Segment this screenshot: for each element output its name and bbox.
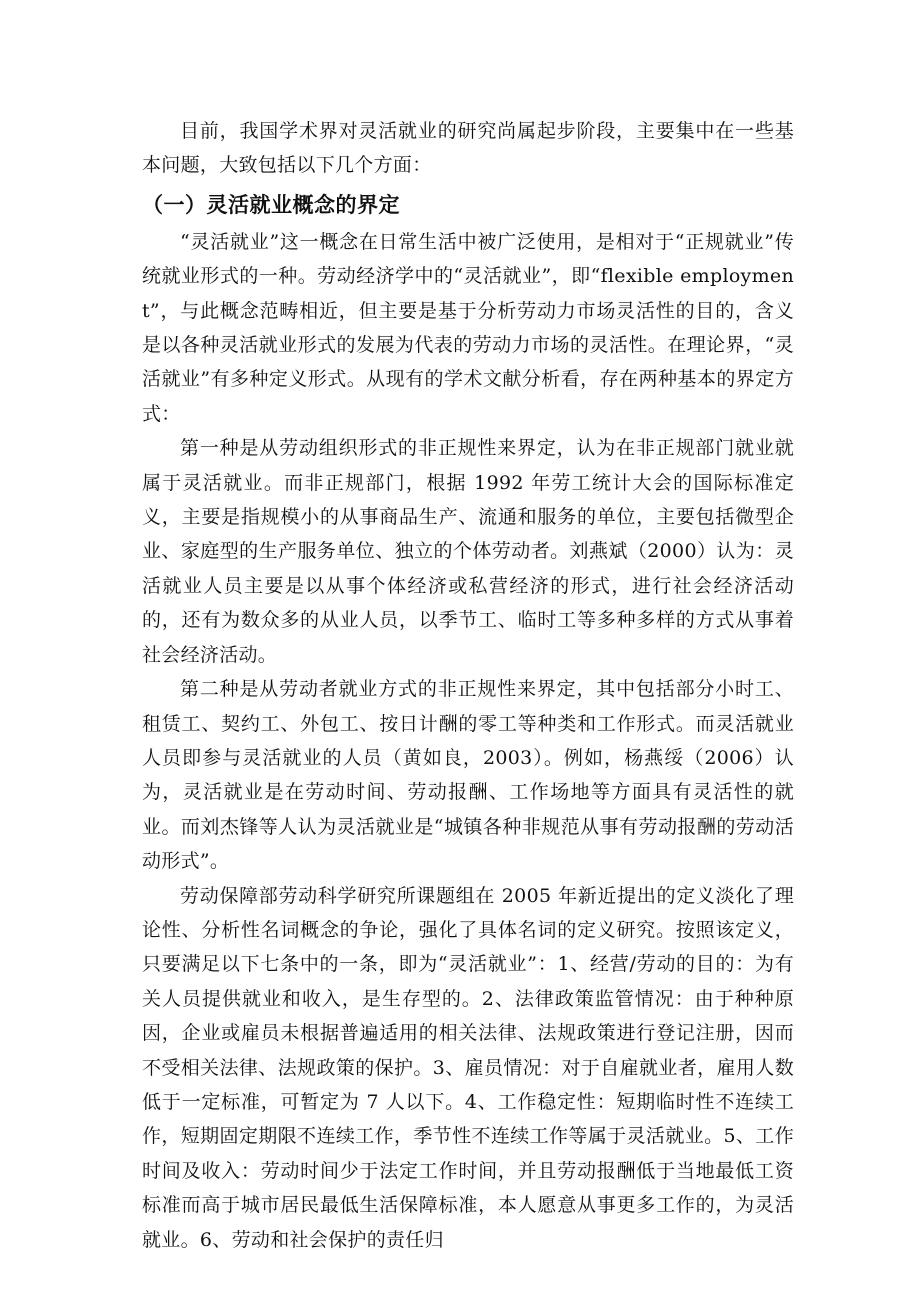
- intro-paragraph: 目前，我国学术界对灵活就业的研究尚属起步阶段，主要集中在一些基本问题，大致包括以下几个方面：: [142, 120, 794, 177]
- body-paragraph-2: 第一种是从劳动组织形式的非正规性来界定，认为在非正规部门就业就属于灵活就业。而非正规部门，根据 1992 年劳工统计大会的国际标准定义，主要是指规模小的从事商品生产、流通和服务的单位，主要包括微型企业、家庭型的生产服务单位、独立的个体劳动者。刘燕斌（2000）认为：灵活就业人员主要是以从事个体经济或私营经济的形式，进行社会经济活动的，还有为数众多的从业人员，以季节工、临时工等多种多样的方式从事着社会经济活动。: [142, 437, 794, 666]
- document-body: [142, 114, 794, 1257]
- body-paragraph-1: “灵活就业”这一概念在日常生活中被广泛使用，是相对于“正规就业”传统就业形式的一种。劳动经济学中的“灵活就业”，即“flexible employment”，与此概念范畴相近，但主要是基于分析劳动力市场灵活性的目的，含义是以各种灵活就业形式的发展为代表的劳动力市场的灵活性。在理论界，“灵活就业”有多种定义形式。从现有的学术文献分析看，存在两种基本的界定方式：: [142, 230, 794, 425]
- section-heading: （一）灵活就业概念的界定: [142, 192, 400, 217]
- body-paragraph-3: 第二种是从劳动者就业方式的非正规性来界定，其中包括部分小时工、租赁工、契约工、外包工、按日计酬的零工等种类和工作形式。而灵活就业人员即参与灵活就业的人员（黄如良，2003）。例如，杨燕绥（2006）认为，灵活就业是在劳动时间、劳动报酬、工作场地等方面具有灵活性的就业。而刘杰锋等人认为灵活就业是“城镇各种非规范从事有劳动报酬的劳动活动形式”。: [142, 678, 794, 873]
- body-paragraph-4: 劳动保障部劳动科学研究所课题组在 2005 年新近提出的定义淡化了理论性、分析性名词概念的争论，强化了具体名词的定义研究。按照该定义，只要满足以下七条中的一条，即为“灵活就业”：1、经营/劳动的目的：为有关人员提供就业和收入，是生存型的。2、法律政策监管情况：由于种种原因，企业或雇员未根据普遍适用的相关法律、法规政策进行登记注册，因而不受相关法律、法规政策的保护。3、雇员情况：对于自雇就业者，雇用人数低于一定标准，可暂定为 7 人以下。4、工作稳定性：短期临时性不连续工作，短期固定期限不连续工作，季节性不连续工作等属于灵活就业。5、工作时间及收入：劳动时间少于法定工作时间，并且劳动报酬低于当地最低工资标准而高于城市居民最低生活保障标准，本人愿意从事更多工作的，为灵活就业。6、劳动和社会保护的责任归: [142, 884, 794, 1251]
